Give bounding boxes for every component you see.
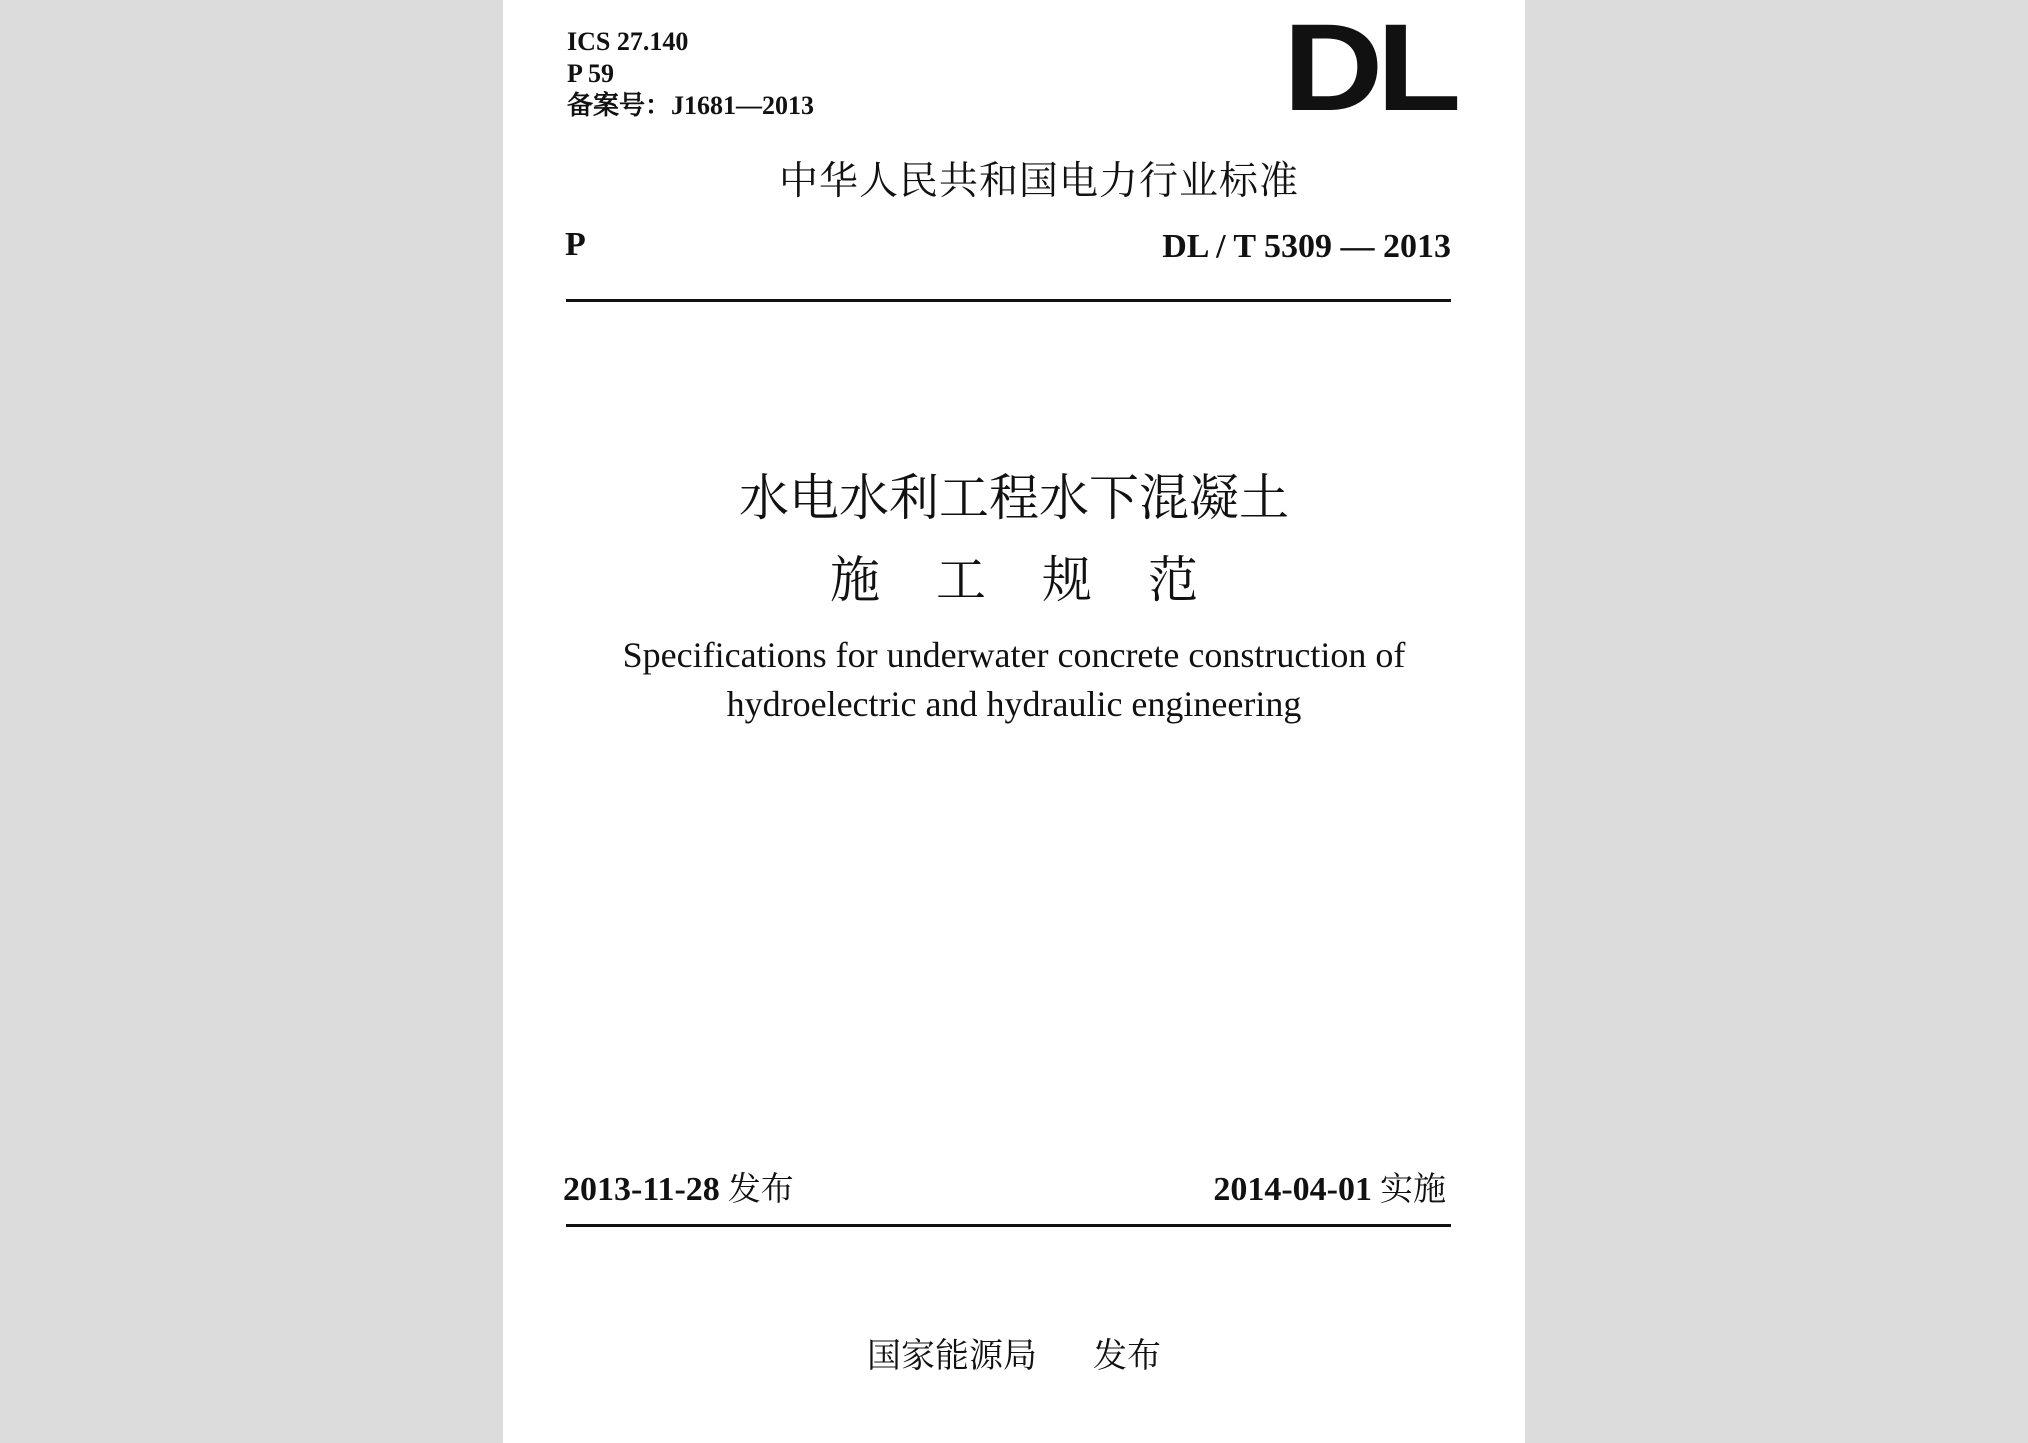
implement-label: 实施 [1380,1169,1446,1208]
title-en-line2: hydroelectric and hydraulic engineering [726,684,1302,724]
implement-date: 2014-04-01 [1213,1171,1372,1208]
publisher-name: 国家能源局 [867,1336,1037,1376]
dl-logo: DL [1283,0,1455,137]
standard-cover-page [503,0,1525,1443]
ccs-code: P 59 [567,59,614,88]
record-number: 备案号：J1681—2013 [567,91,815,120]
top-divider [566,299,1451,302]
title-en-line1: Specifications for underwater concrete construction of [622,635,1406,675]
ics-code: ICS 27.140 [567,27,689,56]
standard-number: DL / T 5309 — 2013 [1162,228,1451,265]
issue-date-block [563,1163,794,1210]
bottom-divider [566,1224,1451,1227]
title-cn-line2: 施工规范 [830,551,1254,609]
issuing-authority: 中华人民共和国电力行业标准 [778,159,1299,204]
classification-code: P [565,226,586,263]
issue-date: 2013-11-28 [563,1171,720,1208]
implement-date-block [1213,1163,1446,1210]
publisher-label: 发布 [1093,1336,1161,1376]
publisher-block [503,1328,1525,1377]
issue-label: 发布 [727,1169,794,1208]
title-cn-line1: 水电水利工程水下混凝土 [739,469,1289,527]
